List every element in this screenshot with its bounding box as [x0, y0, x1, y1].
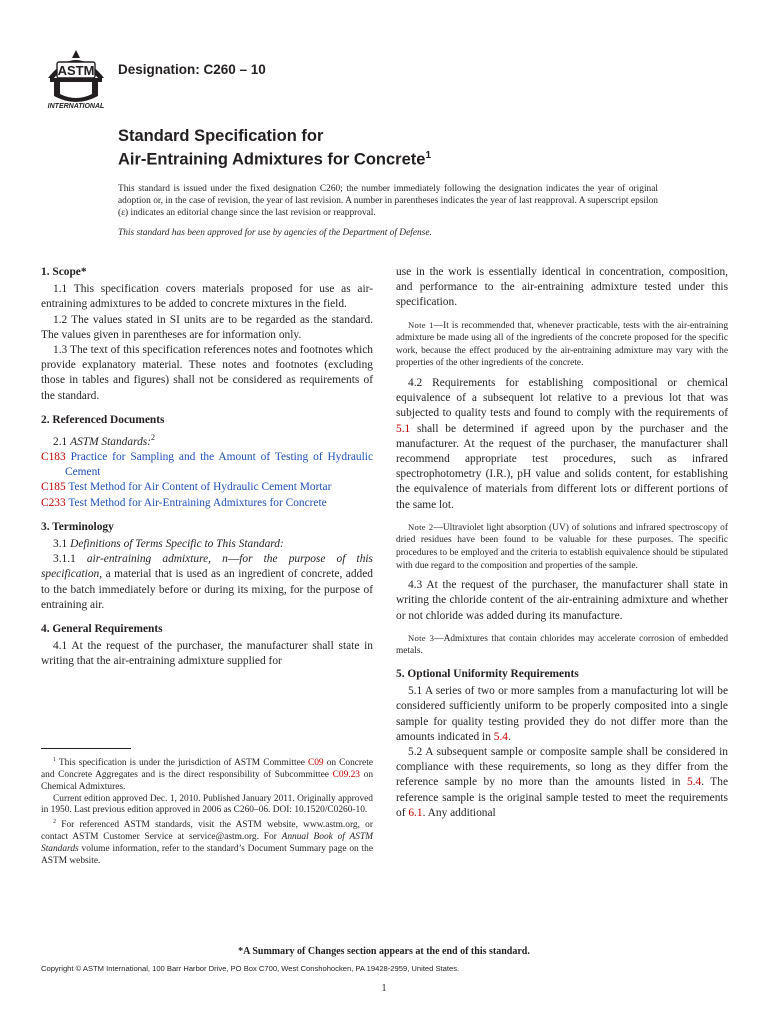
general-p3: 4.3 At the request of the purchaser, the manufacturer shall state in writing the chloride content of the air-entraining admixture and whether or not chloride was added during its manufacture. — [396, 579, 728, 622]
uniformity-p2: 5.2 A subsequent sample or composite sample shall be considered in compliance with these requirements, so long as they differ from the reference sample by no more than the amounts listed in 5.4. The reference sample is the original sample tested to meet the requirements of 6.1. Any additional — [396, 746, 729, 819]
scope-p3: 1.3 The text of this specification references notes and footnotes which provide explanatory material. These notes and footnotes (excluding those in tables and figures) shall not be considered as requirements of the standard. — [41, 344, 373, 402]
ref-item[interactable]: C183 Practice for Sampling and the Amount of Testing of Hydraulic Cement — [41, 451, 374, 479]
ref-item[interactable]: C233 Test Method for Air-Entraining Admixtures for Concrete — [41, 496, 327, 509]
terminology-p2: 3.1.1 air-entraining admixture, n—for the purpose of this specification, a material that is used as an ingredient of concrete, added to the batch immediately before or during its mixing, for the purpose of entraining air. — [41, 553, 373, 611]
general-p1-start: 4.1 At the request of the purchaser, the manufacturer shall state in writing that the air-entraining admixture supplied for — [41, 640, 373, 668]
astm-logo — [40, 48, 112, 110]
note-2: Note 2—Ultraviolet light absorption (UV) of solutions and infrared spectroscopy of dried residues have been found to be valuable for these purposes. The specific procedures to be employed and the criteria to establish equivalence should be stipulated with due regard to the composition and properties of the sample. — [396, 521, 728, 571]
general-p1-end: use in the work is essentially identical in concentration, composition, and performance to the air-entraining admixture tested under this specification. — [396, 266, 728, 309]
general-heading: 4. General Requirements — [41, 623, 163, 636]
terminology-heading: 3. Terminology — [41, 520, 114, 533]
referenced-heading: 2. Referenced Documents — [41, 413, 165, 426]
astm-logo-wordmark: INTERNATIONAL — [47, 103, 105, 110]
intro-text: This standard is issued under the fixed designation C260; the number immediately following the designation indicates the year of original adoption or, in the case of revision, the year of last revision. A number in parentheses indicates the year of last reapproval. A superscript epsilon (ε) indicates an editorial change since the last revision or reapproval. — [118, 184, 658, 218]
link-5-4[interactable]: 5.4 — [686, 776, 702, 789]
astm-logo-letters: ASTM — [57, 63, 95, 78]
footnote-1-edition: Current edition approved Dec. 1, 2010. Published January 2011. Originally approved in 1950. Last previous edition approved in 2006 as C260–06. DOI: 10.1520/C0260-10. — [41, 793, 373, 816]
footnote-1: $^1$ This specification is under the jurisdiction of ASTM Committee C09 on Concrete and Concrete Aggregates and is the direct responsibility of Subcommittee C09.23 on Chemical Admixtures. — [41, 757, 374, 792]
uniformity-p1: 5.1 A series of two or more samples from a manufacturing lot will be considered sufficiently uniform to be properly composited into a single sample for quality testing provided they do not differ more than the amounts indicated in 5.4. — [396, 685, 728, 743]
designation: Designation: C260 – 10 — [118, 62, 266, 77]
page-number: 1 — [381, 983, 387, 994]
title-footnote-mark: 1 — [425, 150, 431, 161]
link-c09[interactable]: C09 — [307, 758, 324, 769]
left-column — [41, 265, 373, 670]
footnote-divider — [41, 748, 131, 749]
note-1: Note 1—It is recommended that, whenever practicable, tests with the air-entraining admixture be made using all of the ingredients of the concrete proposed for the specific work, because the effect produced by the air-entraining admixture may vary with the properties of the other ingredients of the concrete. — [396, 319, 729, 369]
scope-heading: 1. Scope* — [41, 266, 87, 278]
footnotes — [41, 755, 373, 867]
page-title — [118, 126, 431, 170]
link-6-1[interactable]: 6.1 — [408, 806, 423, 819]
astm-standards-label: 2.1 ASTM Standards:$^2$ — [53, 433, 156, 448]
summary-notice: *A Summary of Changes section appears at the end of this standard. — [238, 946, 530, 957]
ref-item[interactable]: C185 Test Method for Air Content of Hydraulic Cement Mortar — [41, 481, 332, 494]
right-column — [396, 265, 728, 821]
link-5-1[interactable]: 5.1 — [396, 422, 411, 435]
copyright: Copyright © ASTM International, 100 Barr Harbor Drive, PO Box C700, West Conshohocken, PA 19428-2959, United States. — [41, 964, 460, 973]
title-line2: Air-Entraining Admixtures for Concrete — [118, 150, 426, 169]
note-3: Note 3—Admixtures that contain chlorides may accelerate corrosion of embedded metals. — [396, 632, 729, 657]
scope-p1: 1.1 This specification covers materials proposed for use as air-entraining admixtures to be added to concrete mixtures in the field. — [41, 283, 373, 311]
link-c09-23[interactable]: C09.23 — [332, 769, 360, 780]
uniformity-heading: 5. Optional Uniformity Requirements — [396, 667, 579, 680]
footnote-2: $^2$ For referenced ASTM standards, visit the ASTM website, www.astm.org, or contact ASTM Customer Service at service@astm.org. For Annual Book of ASTM Standards volume information, refer to the standard’s Document Summary page on the ASTM website. — [41, 819, 373, 866]
terminology-p1: 3.1 Definitions of Terms Specific to This Standard: — [53, 538, 284, 551]
general-p2: 4.2 Requirements for establishing compositional or chemical equivalence of a subsequent lot relative to a previous lot that was subjected to quality tests and found to comply with the requirements of 5.1 shall be determined if agreed upon by the purchaser and the manufacturer. At the request of the purchaser, the manufacturer shall recommend appropriate test procedures, such as infrared spectrophotometry (I.R.), pH value and solids content, for establishing the equivalence of materials from different lots or different portions of the same lot. — [396, 376, 728, 511]
scope-p2: 1.2 The values stated in SI units are to be regarded as the standard. The values given in parentheses are for information only. — [41, 313, 373, 341]
dod-note: This standard has been approved for use by agencies of the Department of Defense. — [118, 228, 432, 238]
link-5-4[interactable]: 5.4 — [493, 730, 508, 743]
title-line1: Standard Specification for — [118, 127, 324, 145]
